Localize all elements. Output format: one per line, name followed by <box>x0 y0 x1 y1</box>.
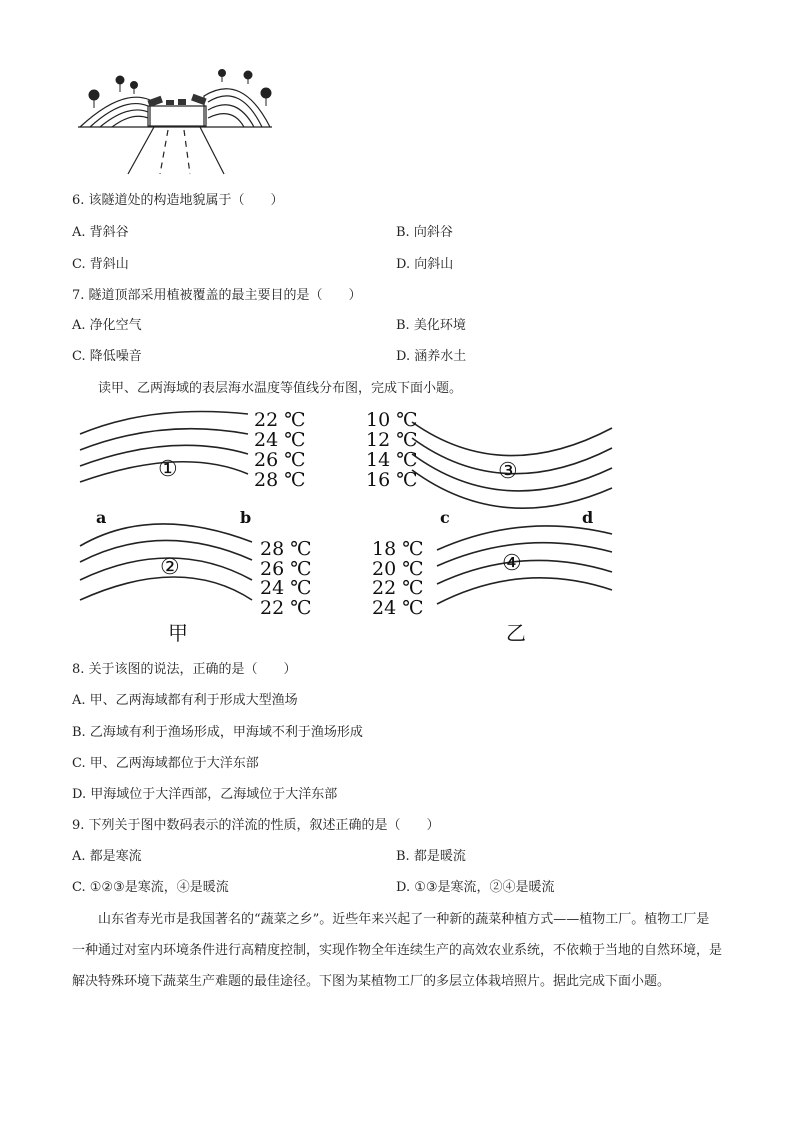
q7-option-b: B. 美化环境 <box>396 318 466 333</box>
yi-lower-label-3: 22 ℃ <box>372 577 424 599</box>
point-b: b <box>240 508 252 527</box>
q9-option-a: A. 都是寒流 <box>72 849 142 864</box>
yi-lower-label-2: 20 ℃ <box>372 558 424 580</box>
jia-upper-label-1: 22 ℃ <box>254 409 306 431</box>
q9-option-b: B. 都是暖流 <box>396 849 466 864</box>
yi-lower-label-4: 24 ℃ <box>372 597 424 619</box>
jia-upper-label-2: 24 ℃ <box>254 429 306 451</box>
yi-upper-label-4: 16 ℃ <box>366 469 418 491</box>
jia-lower-label-4: 22 ℃ <box>260 597 312 619</box>
ocean-intro-text: 读甲、乙两海域的表层海水温度等值线分布图，完成下面小题。 <box>98 381 463 396</box>
point-c: c <box>440 508 450 527</box>
yi-upper-label-3: 14 ℃ <box>366 449 418 471</box>
yi-upper-label-2: 12 ℃ <box>366 429 418 451</box>
jia-upper-label-4: 28 ℃ <box>254 469 306 491</box>
point-a: a <box>96 508 107 527</box>
jia-lower-label-2: 26 ℃ <box>260 558 312 580</box>
question-6-stem: 6. 该隧道处的构造地貌属于（ ） <box>72 193 284 208</box>
q7-option-a: A. 净化空气 <box>72 318 142 333</box>
isotherm-figure <box>72 406 632 646</box>
question-7-stem: 7. 隧道顶部采用植被覆盖的最主要目的是（ ） <box>72 288 362 303</box>
jia-upper-label-3: 26 ℃ <box>254 449 306 471</box>
q8-option-b: B. 乙海域有利于渔场形成，甲海域不利于渔场形成 <box>72 725 363 740</box>
yi-lower-label-1: 18 ℃ <box>372 538 424 560</box>
q8-option-d: D. 甲海域位于大洋西部，乙海域位于大洋东部 <box>72 787 338 802</box>
question-8-stem: 8. 关于该图的说法，正确的是（ ） <box>72 662 297 677</box>
q6-option-c: C. 背斜山 <box>72 257 129 272</box>
point-d: d <box>582 508 594 527</box>
current-marker-3: ③ <box>498 459 518 484</box>
yi-upper-label-1: 10 ℃ <box>366 409 418 431</box>
q6-option-d: D. 向斜山 <box>396 257 454 272</box>
current-marker-4: ④ <box>502 551 522 576</box>
q6-option-a: A. 背斜谷 <box>72 225 129 240</box>
q7-option-d: D. 涵养水土 <box>396 349 467 364</box>
jia-lower-label-3: 24 ℃ <box>260 577 312 599</box>
caption-jia: 甲 <box>168 621 188 645</box>
jia-lower-label-1: 28 ℃ <box>260 538 312 560</box>
q9-option-d: D. ①③是寒流，②④是暖流 <box>396 880 555 895</box>
q6-option-b: B. 向斜谷 <box>396 225 453 240</box>
current-marker-2: ② <box>160 555 180 580</box>
q7-option-c: C. 降低噪音 <box>72 349 142 364</box>
question-9-stem: 9. 下列关于图中数码表示的洋流的性质，叙述正确的是（ ） <box>72 818 440 833</box>
tunnel-illustration <box>72 66 282 176</box>
q9-option-c: C. ①②③是寒流，④是暖流 <box>72 880 229 895</box>
plant-factory-intro: 山东省寿光市是我国著名的“蔬菜之乡”。近些年来兴起了一种新的蔬菜种植方式——植物工厂。植物工厂是一种通过对室内环境条件进行高精度控制，实现作物全年连续生产的高效农业系统，不依赖于当地的自然环境，是解决特殊环境下蔬菜生产难题的最佳途径。下图为某植物工厂的多层立体栽培照片。据此完成下面小题。 <box>72 912 723 989</box>
q8-option-c: C. 甲、乙两海域都位于大洋东部 <box>72 756 259 771</box>
current-marker-1: ① <box>158 457 178 482</box>
caption-yi: 乙 <box>506 621 526 645</box>
q8-option-a: A. 甲、乙两海域都有利于形成大型渔场 <box>72 693 298 708</box>
